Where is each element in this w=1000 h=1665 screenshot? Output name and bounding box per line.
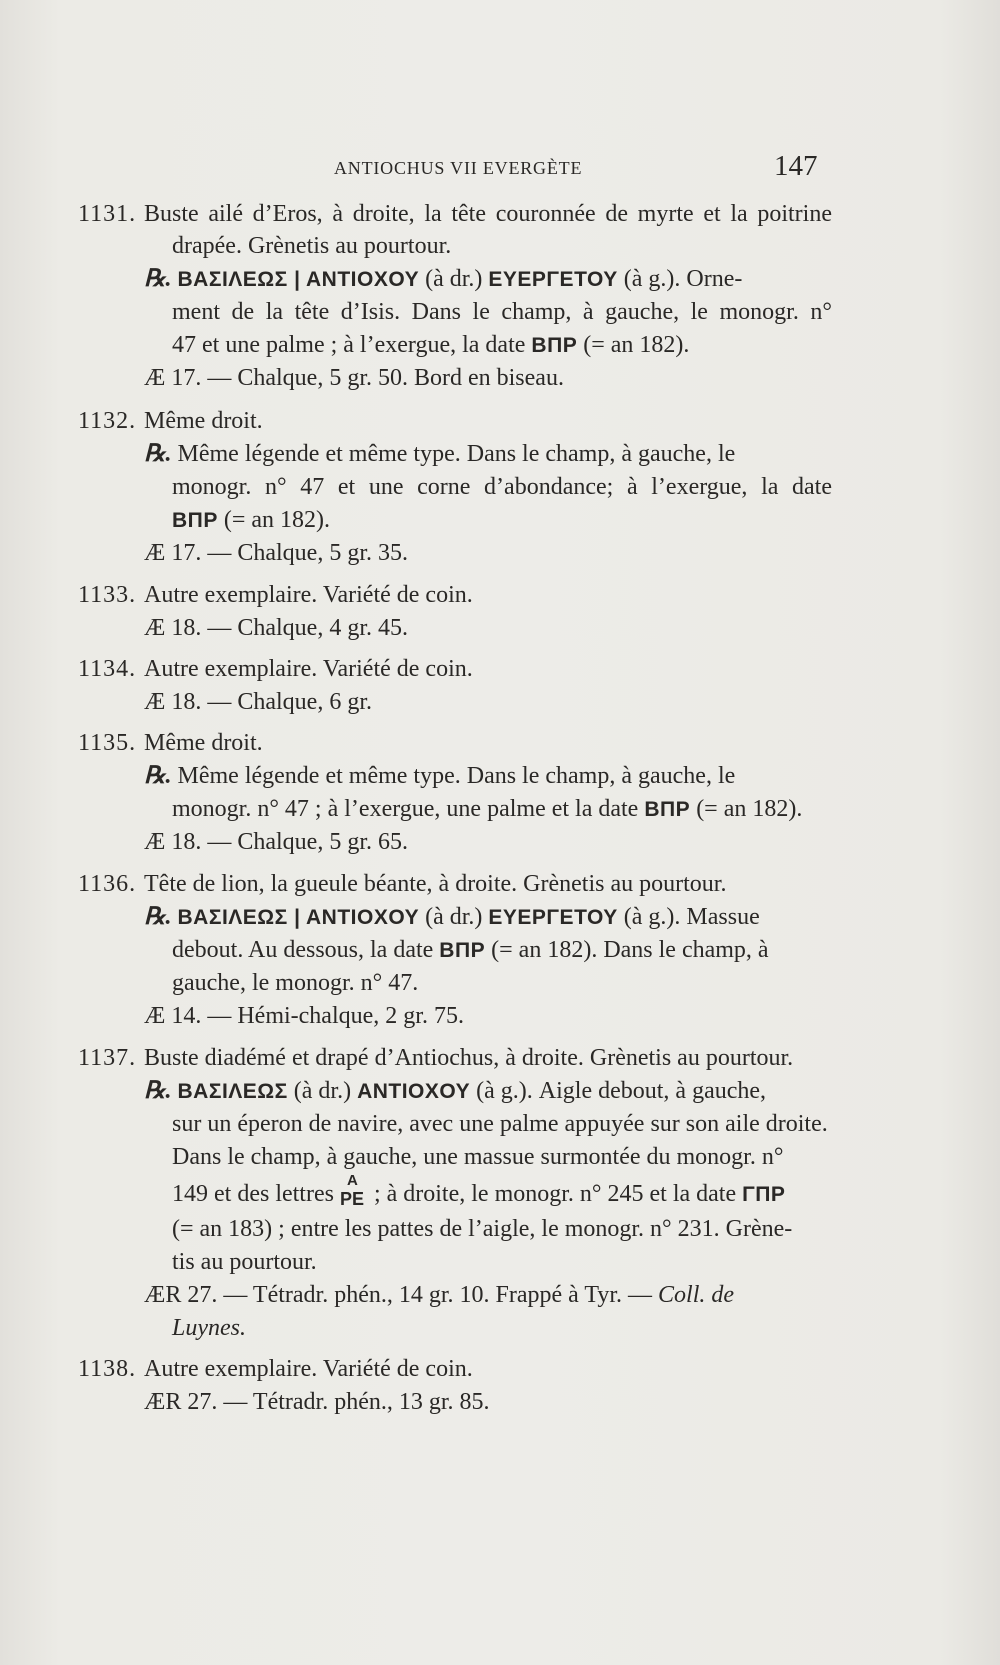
reverse-line: [144, 901, 760, 934]
fraction-bottom: ΡΕ: [339, 1189, 364, 1209]
reverse-text: Même légende et même type. Dans le champ, à gauche, le: [177, 441, 736, 467]
reverse-line: [172, 329, 689, 362]
metal-line: Æ 17. — Chalque, 5 gr. 35.: [144, 540, 408, 566]
reverse-symbol: ℞.: [144, 1078, 172, 1104]
reverse-line: [144, 1075, 766, 1108]
reverse-text: (à g.). Orne-: [617, 266, 743, 292]
reverse-line: sur un éperon de navire, avec une palme appuyée sur son aile droite.: [172, 1111, 828, 1137]
obverse-line: Même droit.: [144, 730, 263, 756]
reverse-text: (= an 182).: [690, 796, 803, 822]
obverse-line: Autre exemplaire. Variété de coin.: [144, 656, 473, 682]
greek-legend: ΑΝΤΙΟΧΟΥ: [357, 1080, 471, 1103]
greek-date: ΒΠΡ: [172, 509, 218, 532]
running-title: ANTIOCHUS VII EVERGÈTE: [334, 158, 583, 178]
entry-number: 1133.: [78, 582, 137, 608]
page-header: [0, 150, 1000, 186]
reverse-line: tis au pourtour.: [172, 1249, 317, 1275]
reverse-text: (à g.). Massue: [617, 904, 760, 930]
metal-line: ÆR 27. — Tétradr. phén., 13 gr. 85.: [144, 1389, 490, 1415]
greek-legend: ΕΥΕΡΓΕΤΟΥ: [488, 906, 618, 929]
greek-legend: ΒΑΣΙΛΕΩΣ | ΑΝΤΙΟΧΟΥ: [177, 268, 420, 291]
greek-legend: ΕΥΕΡΓΕΤΟΥ: [488, 268, 618, 291]
reverse-text: (à g.). Aigle debout, à gauche,: [470, 1078, 767, 1104]
reverse-line: Dans le champ, à gauche, une massue surmontée du monogr. n°: [172, 1144, 784, 1170]
fraction-top: Α: [346, 1172, 358, 1189]
page-number: 147: [774, 150, 818, 182]
reverse-line: [144, 438, 832, 470]
reverse-line: [144, 263, 832, 296]
reverse-line: [172, 793, 802, 826]
reverse-text: (à dr.): [419, 904, 489, 930]
obverse-line: drapée. Grènetis au pourtour.: [172, 233, 452, 259]
entry-number: 1132.: [78, 408, 137, 434]
obverse-line: Buste ailé d’Eros, à droite, la tête couronnée de myrte et la poitrine: [144, 201, 832, 227]
metal-line: Æ 18. — Chalque, 6 gr.: [144, 689, 372, 715]
obverse-line: Autre exemplaire. Variété de coin.: [144, 582, 473, 608]
greek-date: ΒΠΡ: [531, 334, 578, 357]
reverse-symbol: ℞.: [144, 266, 172, 292]
entry-number: 1137.: [78, 1045, 137, 1071]
reverse-text: (= an 182).: [577, 332, 690, 358]
collection-text: Coll. de: [658, 1282, 735, 1308]
greek-date: ΒΠΡ: [439, 939, 486, 962]
letters-fraction: [339, 1172, 368, 1209]
reverse-text: Même légende et même type. Dans le champ, à gauche, le: [177, 763, 736, 789]
reverse-text: 149 et des lettres: [172, 1181, 340, 1207]
metal-line: [144, 1279, 734, 1311]
obverse-line: Même droit.: [144, 408, 263, 434]
reverse-symbol: ℞.: [144, 904, 172, 930]
metal-line: Æ 18. — Chalque, 5 gr. 65.: [144, 829, 408, 855]
reverse-line: (= an 183) ; entre les pattes de l’aigle, le monogr. n° 231. Grène-: [172, 1216, 793, 1242]
reverse-text: (à dr.): [287, 1078, 358, 1104]
collection-line: Luynes.: [172, 1315, 246, 1341]
metal-text: ÆR 27. — Tétradr. phén., 14 gr. 10. Frappé à Tyr. —: [144, 1282, 659, 1308]
reverse-symbol: ℞.: [144, 441, 172, 467]
entry-number: 1135.: [78, 730, 137, 756]
reverse-line: monogr. n° 47 et une corne d’abondance; à l’exergue, la date: [172, 474, 832, 500]
reverse-line: gauche, le monogr. n° 47.: [172, 970, 419, 996]
reverse-text: debout. Au dessous, la date: [172, 937, 440, 963]
reverse-text: (à dr.): [419, 266, 489, 292]
entry-number: 1136.: [78, 871, 137, 897]
reverse-line: [172, 504, 330, 537]
reverse-symbol: ℞.: [144, 763, 172, 789]
reverse-line: [172, 934, 769, 967]
reverse-line: [172, 1172, 786, 1211]
greek-date: ΒΠΡ: [644, 798, 691, 821]
entry-number: 1131.: [78, 201, 137, 227]
greek-legend: ΒΑΣΙΛΕΩΣ: [177, 1080, 288, 1103]
reverse-text: monogr. n° 47 ; à l’exergue, une palme et la date: [172, 796, 645, 822]
reverse-text: 47 et une palme ; à l’exergue, la date: [172, 332, 532, 358]
obverse-line: Tête de lion, la gueule béante, à droite. Grènetis au pourtour.: [144, 871, 727, 897]
entry-number: 1138.: [78, 1356, 137, 1382]
reverse-text: (= an 182). Dans le champ, à: [485, 937, 769, 963]
metal-line: Æ 18. — Chalque, 4 gr. 45.: [144, 615, 408, 641]
metal-line: Æ 17. — Chalque, 5 gr. 50. Bord en biseau.: [144, 365, 564, 391]
entry-number: 1134.: [78, 656, 137, 682]
obverse-line: Buste diadémé et drapé d’Antiochus, à droite. Grènetis au pourtour.: [144, 1045, 794, 1071]
reverse-line: [144, 760, 735, 792]
reverse-text: ; à droite, le monogr. n° 245 et la date: [367, 1181, 743, 1207]
obverse-line: Autre exemplaire. Variété de coin.: [144, 1356, 473, 1382]
reverse-text: (= an 182).: [217, 507, 331, 533]
metal-line: Æ 14. — Hémi-chalque, 2 gr. 75.: [144, 1003, 464, 1029]
greek-date: ΓΠΡ: [742, 1183, 786, 1206]
reverse-line: ment de la tête d’Isis. Dans le champ, à gauche, le monogr. n°: [172, 299, 832, 325]
greek-legend: ΒΑΣΙΛΕΩΣ | ΑΝΤΙΟΧΟΥ: [177, 906, 420, 929]
